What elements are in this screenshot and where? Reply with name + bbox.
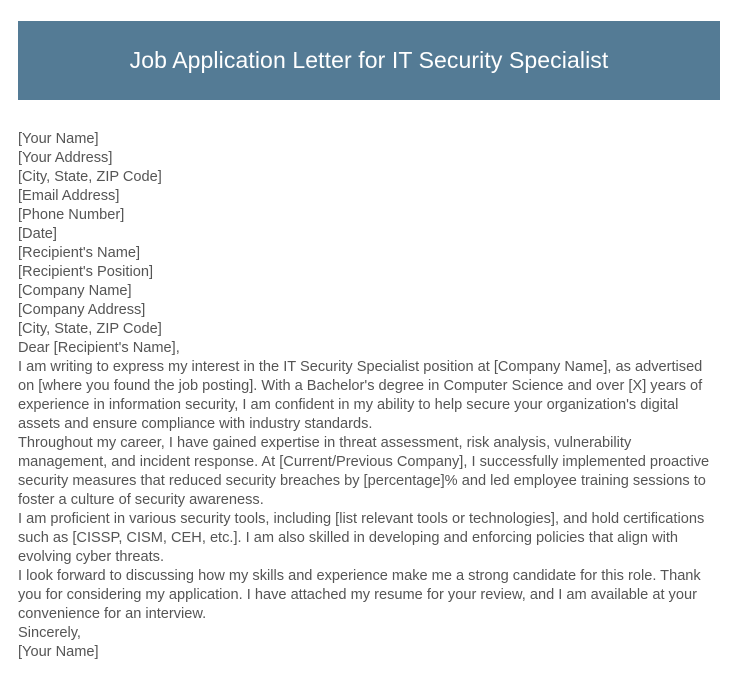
recipient-line-name: [Recipient's Name] [18, 245, 141, 261]
sender-line-date: [Date] [18, 226, 57, 242]
sender-address-block [18, 130, 712, 244]
letter-paragraph-3: I am proficient in various security tools, including [list relevant tools or technologies], and hold certifications such as [CISSP, CISM, CEH, etc.]. I am also skilled in developing and enforcing policies that align with evolving cyber threats. [18, 511, 705, 565]
letter-paragraph-2: Throughout my career, I have gained expertise in threat assessment, risk analysis, vulnerability management, and incident response. At [Current/Previous Company], I successfully implemented proactive security measures that reduced security breaches by [percentage]% and led employee training sessions to foster a culture of security awareness. [18, 435, 710, 508]
letter-content [18, 130, 712, 662]
sender-line-address: [Your Address] [18, 150, 113, 166]
recipient-line-address: [Company Address] [18, 302, 146, 318]
letter-salutation: Dear [Recipient's Name], [18, 340, 180, 356]
sender-line-city: [City, State, ZIP Code] [18, 169, 162, 185]
sender-line-name: [Your Name] [18, 131, 99, 147]
letter-signature-name: [Your Name] [18, 644, 99, 660]
letter-paragraph-4: I look forward to discussing how my skills and experience make me a strong candidate for this role. Thank you for considering my application. I have attached my resume for your review, and I am available at your convenience for an interview. [18, 568, 701, 622]
sender-line-phone: [Phone Number] [18, 207, 125, 223]
recipient-address-block [18, 244, 712, 339]
recipient-line-position: [Recipient's Position] [18, 264, 154, 280]
page-title: Job Application Letter for IT Security Specialist [129, 46, 609, 73]
letter-closing: Sincerely, [18, 625, 81, 641]
recipient-line-company: [Company Name] [18, 283, 132, 299]
document-header-banner [18, 21, 720, 100]
recipient-line-city: [City, State, ZIP Code] [18, 321, 162, 337]
sender-line-email: [Email Address] [18, 188, 120, 204]
letter-paragraph-1: I am writing to express my interest in the IT Security Specialist position at [Company Name], as advertised on [where you found the job posting]. With a Bachelor's degree in Computer Science and over [X] years of experience in information security, I am confident in my ability to help secure your organization's digital assets and ensure compliance with industry standards. [18, 359, 703, 432]
